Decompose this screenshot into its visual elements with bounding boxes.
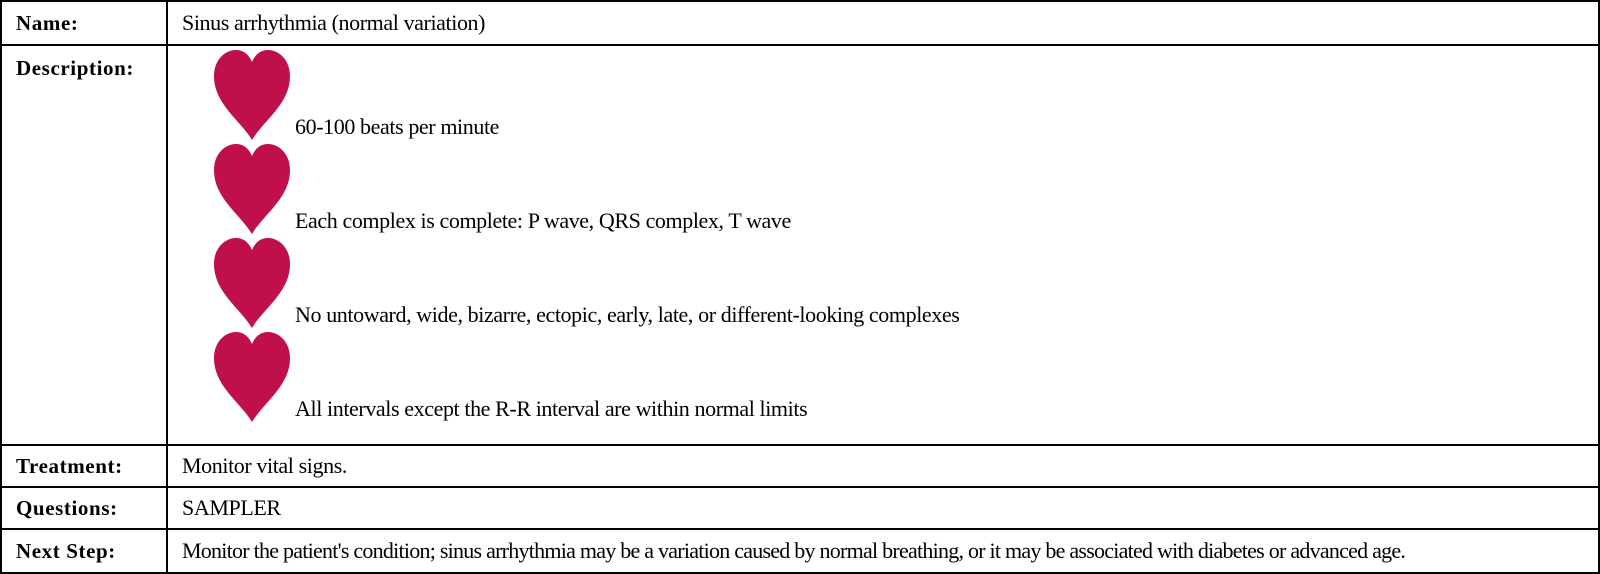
name-row <box>1 1 1599 45</box>
name-label: Name: <box>1 1 167 45</box>
next-step-row <box>1 529 1599 573</box>
description-row <box>1 45 1599 445</box>
description-item-text: Each complex is complete: P wave, QRS complex, T wave <box>295 208 791 233</box>
treatment-value: Monitor vital signs. <box>167 445 1599 487</box>
list-item <box>212 332 1598 426</box>
treatment-row <box>1 445 1599 487</box>
heart-icon <box>212 50 292 144</box>
questions-label: Questions: <box>1 487 167 529</box>
treatment-label: Treatment: <box>1 445 167 487</box>
next-step-label: Next Step: <box>1 529 167 573</box>
next-step-value: Monitor the patient's condition; sinus arrhythmia may be a variation caused by normal breathing, or it may be associated with diabetes or advanced age. <box>167 529 1599 573</box>
heart-icon <box>212 238 292 332</box>
heart-icon <box>212 144 292 238</box>
questions-value: SAMPLER <box>167 487 1599 529</box>
list-item <box>212 144 1598 238</box>
description-item-text: No untoward, wide, bizarre, ectopic, early, late, or different-looking complexes <box>295 302 960 327</box>
description-item-text: All intervals except the R-R interval are within normal limits <box>295 396 808 421</box>
questions-row <box>1 487 1599 529</box>
list-item <box>212 50 1598 144</box>
description-value <box>167 45 1599 445</box>
name-value: Sinus arrhythmia (normal variation) <box>167 1 1599 45</box>
heart-icon <box>212 332 292 426</box>
description-label: Description: <box>1 45 167 445</box>
list-item <box>212 238 1598 332</box>
description-list <box>182 46 1598 426</box>
description-item-text: 60-100 beats per minute <box>295 114 500 139</box>
